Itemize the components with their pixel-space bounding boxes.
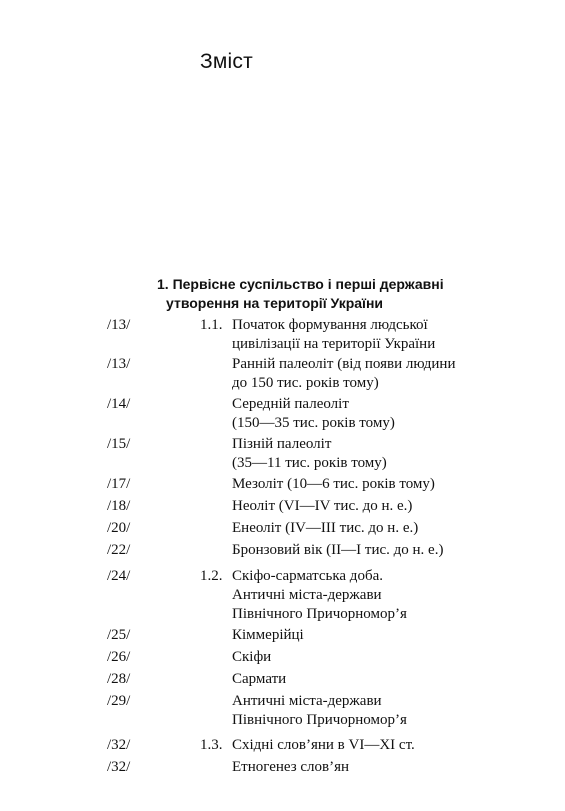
toc-entry-line: Мезоліт (10—6 тис. років тому) — [232, 476, 435, 492]
toc-entry-title — [232, 626, 532, 645]
toc-entry-title — [232, 395, 532, 433]
toc-entry-title — [232, 435, 532, 473]
toc-entry-line: Античні міста-держави — [232, 587, 382, 603]
toc-entry-line: Пізній палеоліт — [232, 436, 332, 452]
toc-page-number: /24/ — [107, 568, 131, 584]
section-heading-line-1: 1. Первісне суспільство і перші державні — [157, 276, 444, 292]
toc-page-number: /32/ — [107, 737, 131, 753]
toc-entry-title — [232, 692, 532, 730]
toc-entry-line: (150—35 тис. років тому) — [232, 415, 395, 431]
toc-entry-line: Античні міста-держави — [232, 693, 382, 709]
section-heading — [157, 275, 477, 313]
toc-entry-title — [232, 736, 532, 755]
toc-entry-title — [232, 475, 532, 494]
toc-entry-line: Кіммерійці — [232, 627, 304, 643]
toc-entry-line: Етногенез слов’ян — [232, 759, 350, 775]
toc-entry-title — [232, 567, 532, 624]
toc-entry-line: Ранній палеоліт (від появи людини — [232, 356, 456, 372]
section-heading-line-2: утворення на території України — [166, 295, 384, 311]
toc-page-number: /25/ — [107, 627, 131, 643]
toc-entry-line: Північного Причорномор’я — [232, 606, 407, 622]
toc-page-number: /32/ — [107, 759, 131, 775]
toc-entry-line: Енеоліт (IV—III тис. до н. е.) — [232, 520, 419, 536]
toc-page-number: /13/ — [107, 317, 131, 333]
toc-entry-title — [232, 497, 532, 516]
toc-entry-line: до 150 тис. років тому) — [232, 375, 379, 391]
toc-subsection-number: 1.2. — [200, 568, 223, 584]
toc-entry-title — [232, 355, 532, 393]
toc-subsection-number: 1.1. — [200, 317, 223, 333]
toc-entry-line: Сармати — [232, 671, 287, 687]
toc-entry-line: (35—11 тис. років тому) — [232, 455, 387, 471]
toc-entry-line: Скіфо-сарматська доба. — [232, 568, 383, 584]
toc-page-number: /17/ — [107, 476, 131, 492]
toc-page-number: /20/ — [107, 520, 131, 536]
toc-page-number: /29/ — [107, 693, 131, 709]
toc-entry-line: Скіфи — [232, 649, 272, 665]
toc-page-number: /15/ — [107, 436, 131, 452]
toc-page-number: /28/ — [107, 671, 131, 687]
toc-entry-line: Східні слов’яни в VI—XI ст. — [232, 737, 415, 753]
contents-title: Зміст — [200, 50, 253, 73]
toc-entry-title — [232, 648, 532, 667]
toc-entry-title — [232, 316, 532, 354]
toc-page-number: /13/ — [107, 356, 131, 372]
toc-entry-title — [232, 758, 532, 777]
toc-entry-line: цивілізації на території України — [232, 336, 436, 352]
toc-entry-title — [232, 541, 532, 560]
toc-entry-line: Неоліт (VI—IV тис. до н. е.) — [232, 498, 413, 514]
toc-entry-title — [232, 519, 532, 538]
toc-page-number: /22/ — [107, 542, 131, 558]
toc-entry-line: Північного Причорномор’я — [232, 712, 407, 728]
toc-page-number: /26/ — [107, 649, 131, 665]
toc-entry-line: Бронзовий вік (II—I тис. до н. е.) — [232, 542, 444, 558]
toc-subsection-number: 1.3. — [200, 737, 223, 753]
toc-page-number: /14/ — [107, 396, 131, 412]
toc-entry-line: Початок формування людської — [232, 317, 428, 333]
toc-entry-line: Середній палеоліт — [232, 396, 349, 412]
toc-entry-title — [232, 670, 532, 689]
toc-page-number: /18/ — [107, 498, 131, 514]
